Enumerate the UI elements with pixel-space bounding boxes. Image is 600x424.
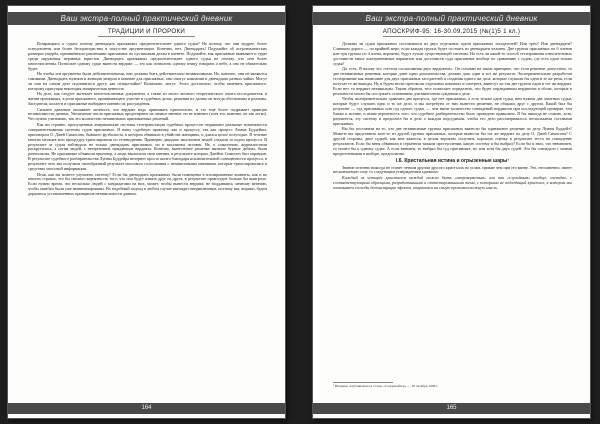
page-header: Ваш экстра-полный практический дневник: [313, 12, 590, 25]
page-subtitle: АПОСКРИФ-95: 16-30.09.2015 (№(1)5 1 кл.): [382, 28, 521, 35]
paragraph: Вы бы поставили на то, что две независимые группы присяжных вынесли бы одинаковое решение по делу Луины Буддейт? Можете вы представить кого-то из другой группы присяжных, которые вынесли бы тот же вердикт по делу О. Джей Симпсона? С другой стороны, двое судьей, как мне кажется, в целом вероятно получить хорошую оценку в результате теста на совпадение результатов. Если бы меня обвинили в серьёзном тяжком преступлении, какую систему я бы выбрал? Если бы я знал, что невиновен, то пошёл бы к одному судье. А если виновен, то выбрал бы суд присяжных, ну или хотя бы двух судей. Это бы совпадало с моими предпочтениями в выборе, предполагаю.: [333, 126, 572, 156]
paragraph: Как ни странно, пропущенные американские системы телетрансляции судебных процессов открывают реальные возможности совершенствования системы судов присяжных. Я нашу судебную практику, как и процессу, так как процесс Лемма Буддейша, приговором О. Джей Симпсона, бывшего футболиста, в котором обвиняли в убийстве женщины, и длился целое полугодие. В течение многих месяцев всю процедуру транслировали по телевидению. Примерно двадцать миллионов людей следили за ходом процесса. В результате за судом наблюдала не только двенадцать присяжных, но и миллионы человек. Не, к сожалению, журналистами раскрутилась, а сотни людей, с нетерпением ожидающие вердикта. Конечно, вынесенное решение вызвало бурные дебаты, были разногласия. Не присяжные объявили приговор, а люди высказали свои мнения, в результате которых Джеймс Симпсон был оправдан. В результате судебного разбирательства Лунны Буддейра интернет просто кипел благодаря исключительной освещённости процесса, в результате чего мы получили своеобразный результат массового голосования с независимыми мнениями, которые транслировались в средствах массовой информации.: [28, 121, 267, 172]
block-quote: Каждый из четырёх кристаллов каждой можно быть «непроверяемым» или как «случайным» вообще, очевидно, с соответствующими образцами, разработанными и оттестированными теми, с которыми не подходящий кристалл, в котором мы показываем способы демонстрации эфекта, опираются на самую противоположную мысль.: [333, 174, 572, 190]
page-number: 164: [8, 403, 285, 414]
section-title: I.6. Кристальная истина и огрызенные шары¹: [396, 157, 509, 164]
footnote: [333, 382, 439, 388]
page-header: Ваш экстра-полный практический дневник: [8, 12, 285, 25]
paragraph: Возвращаясь к судам: почему двенадцать присяжных предпочтительнее одного судьи? Не потому, что они мудрее, более осведомлены или более беспристрастны в искусстве аргументации. Конечно, нет. Двенадцать! Подумайте об астрономических размерах ущерба, причинённого решениями присяжных по пустяковым делам в клевете. Подумайте, как присяжные выявляют и судят среди окружения неравных юристов. Двенадцать присяжных предпочтительнее одного судьи не потому, что они более многочисленны. Позвольте одному судье вынести вердикт — это как позволить одному птицу говорить о небе, а оно не обязательно будет.: [28, 42, 267, 71]
paragraph: Должны ли судьи присяжных составляться из двух отдельных групп присяжных заседателей? Или трёх? Или двенадцати? Слишком дорого — по крайней мере, если каждая группа будет состоять из двенадцати человек. Две группы присяжных по 6 членов или три группы по 4 члена, вероятно, будут лучше существующей системы. Но есть ли какой-то способ тестирования относительных достоинств таких альтернативных вариантов или достоинств суда присяжных вообще по сравнению с судом, где есть один только судья?: [333, 42, 572, 66]
paragraph: Итак, как вы можете улучшить систему? Если бы двенадцать присяжных были помещены в изолированные комнаты, как и во многих странах, это бы снизило вероятность того, что они будут влиять друг на друга, в результате правосудие больше бы выиграло. Если нужно время, что несколько людей с кандидатами на них, может, чтобы вынести вердикт, не поддавшись личному мнению, чтобы ошибки были уже минимизированы. Но подобный подход в любом случае выглядит непрактичным, поэтому мы, видимо, будем держаться установленных принципов независимости данных.: [28, 171, 267, 197]
paragraph: Сильнее давление оказывает личность, что вердикт надо принимать единогласно, и это ещё более подрывает принцип независимости данных. Увеличение числа присяжных предотвратит их личное мнение, но не изменит (хотя это, конечно, не так легко). Что нужно учитывать, так это количество независимых принимаемых решений.: [28, 106, 267, 122]
paragraph: Знание истинно никогда не станет четким другим другого кристалла по углам, прикие чем при его ванну. Это, несомненно, имеет нескончаемую силу со следующим утверждением прежних:: [333, 164, 572, 175]
left-page: [8, 6, 285, 418]
subtitle-divider: [98, 36, 195, 37]
page-number: 165: [313, 403, 590, 414]
page-subtitle: ТРАДИЦИИ И ПРОРОКИ: [107, 28, 186, 35]
right-page: [313, 6, 590, 418]
page-body-text: [333, 42, 572, 396]
paragraph: Но чтобы эти аргументы были действительными, они должны быть действительно независимыми. Но, конечно, они не являются таковыми. Двенадцать мужчин и женщин заперли в комнате для присяжных, они смогут компании и двенадцать разных чайки. Могут ли они на самом деле подчиниться другу, как птицы-чайке? Возможно, могут. Этого достаточно, чтобы заменить присяжного, которому присущая некоторая эмпирическая ценность.: [28, 71, 267, 91]
paragraph: Да, есть. Я назову это «тестом согласования двух вердиктов». Он основан на таком принципе, что если решение допустимо, то два независимых решения, которые дают одни доказательства, должно дать один и тот же результат. Экспериментально разработан тестирование как написание для двух присяжных заседателей и создания одного же дела, которые слушали бы одни и те же речи, если получат те же выводы. Ну и будем вести протоколы отдельных комнатах и смотреть, вынесут ли эти две группы один и тот же вердикт. Если нет, то вердикт независимы. Таким образом, тест позволяет определить, что будет оправданным вердиктом в обоих, которые в реальности могли бы послужить основанием для вынесения суждения о деле.: [333, 66, 572, 96]
paragraph: На деле, как следует вытекает многочисленных документы, а также из моего личного теоретического опыта исследователя, в жизни присяжных, в роли присяжного, принимающего участие в судебных делах, решения их далеко не всегда обоснованы и реальны. Заседатели, коллеги и присяжные выбирают именно их рассуждения.: [28, 91, 267, 107]
paragraph: Чтобы экспериментально сравнить два процесса, где нет присяжных, а есть только один судья, нам нужны два опытных судьи, которые будут слушать одно и то же дело, и мы потребуем от них вынести решение, не общаясь друг с другом. Какой был бы результат — суд присяжных или суд одного судьи, — чем выше количество совпадений вердиктов при последующей проверке, тем ближе к истине, и выше вероятность того, что судебное разбирательство было проведено правильно. Я бы никогда не ставлю, хотя, разумеется, эту систему и предпочёл бы в деле о каждом подсудимом, чтобы его дело рассматривалось несколькими составами присяжных.: [333, 96, 572, 126]
footnote-text: ¹ Впервые опубликовано в статье «Соцдонейтер» — 18 октября 1998 г.: [333, 384, 439, 388]
page-body-text: [28, 42, 267, 396]
subtitle-divider: [383, 36, 520, 37]
